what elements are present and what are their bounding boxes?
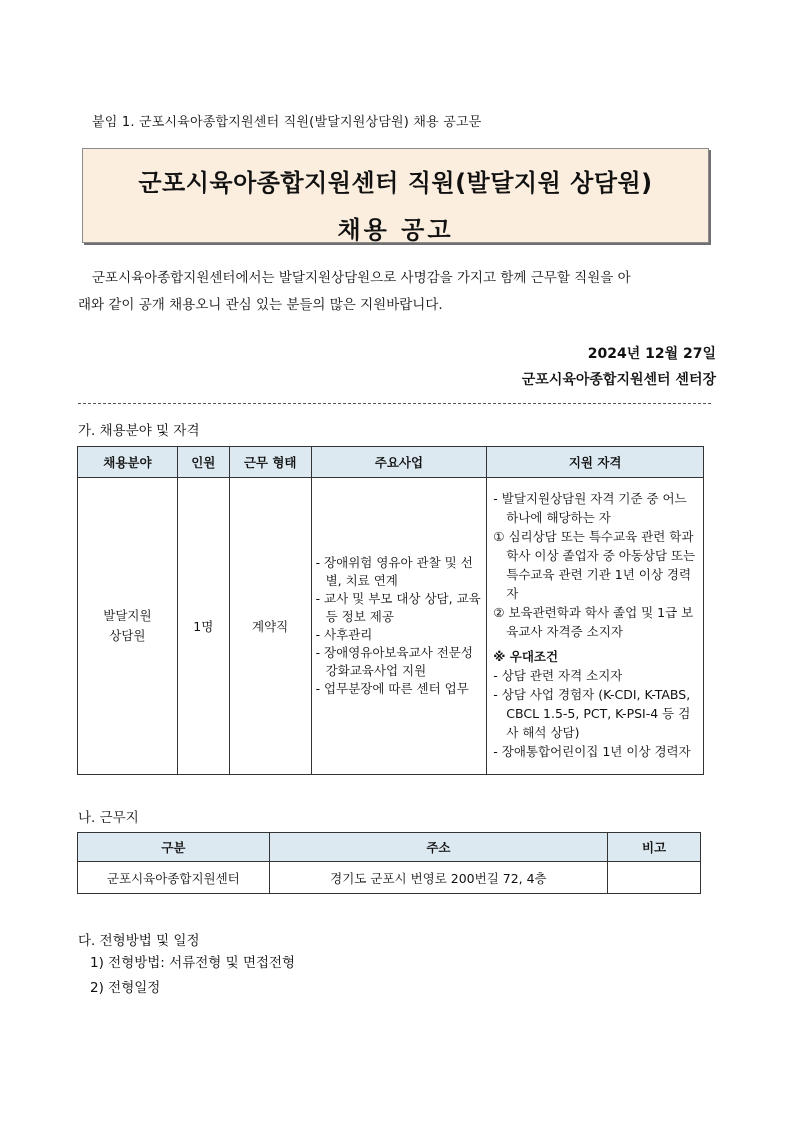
section-c-heading: 다. 전형방법 및 일정 xyxy=(78,933,200,949)
qualifications-cell xyxy=(487,478,704,775)
table-row xyxy=(78,862,701,894)
qualification-item: ① 심리상담 또는 특수교육 관련 학과 학사 이상 졸업자 중 아동상담 또는 특수교육 관련 기관 1년 이상 경력자 xyxy=(493,529,696,601)
divider xyxy=(78,403,711,404)
announcement-date: 2024년 12월 27일 xyxy=(587,346,716,362)
intro-line-1: 군포시육아종합지원센터에서는 발달지원상담원으로 사명감을 가지고 함께 근무할 직원을 아 xyxy=(92,270,631,286)
workplace-table xyxy=(77,832,701,894)
page-title: 군포시육아종합지원센터 직원(발달지원 상담원) xyxy=(138,169,653,197)
intro-line-2: 래와 같이 공개 채용오니 관심 있는 분들의 많은 지원바랍니다. xyxy=(78,297,443,313)
recruitment-table xyxy=(77,446,704,775)
workplace-name: 군포시육아종합지원센터 xyxy=(78,862,270,894)
intro-paragraph xyxy=(78,265,718,319)
header-qualifications: 지원 자격 xyxy=(487,447,704,478)
field-name-line-2: 상담원 xyxy=(109,628,146,643)
field-name-line-1: 발달지원 xyxy=(103,608,152,623)
header-field: 채용분야 xyxy=(78,447,178,478)
preferred-item: - 상담 사업 경험자 (K-CDI, K-TABS, CBCL 1.5-5, PCT, K-PSI-4 등 검사 해석 상담) xyxy=(493,687,691,740)
workplace-address: 경기도 군포시 번영로 200번길 72, 4층 xyxy=(269,862,607,894)
header-work-type: 근무 형태 xyxy=(229,447,311,478)
duty-item: - 장애영유아보육교사 전문성 강화교육사업 지원 xyxy=(315,645,473,678)
table-row xyxy=(78,478,704,775)
process-item: 1) 전형방법: 서류전형 및 면접전형 xyxy=(90,955,296,971)
sender: 군포시육아종합지원센터 센터장 xyxy=(521,372,716,388)
table-header-row xyxy=(78,833,701,862)
table-header-row xyxy=(78,447,704,478)
header-category: 구분 xyxy=(78,833,270,862)
section-a-heading: 가. 채용분야 및 자격 xyxy=(78,423,200,439)
header-address: 주소 xyxy=(269,833,607,862)
workplace-note xyxy=(608,862,701,894)
header-note: 비고 xyxy=(608,833,701,862)
field-cell xyxy=(78,478,178,775)
process-item: 2) 전형일정 xyxy=(90,980,161,996)
section-b-heading: 나. 근무지 xyxy=(78,810,139,826)
preferred-heading: ※ 우대조건 xyxy=(493,649,559,664)
count-cell: 1명 xyxy=(177,478,229,775)
duty-item: - 장애위험 영유아 관찰 및 선별, 치료 연계 xyxy=(315,555,473,588)
attachment-line: 붙임 1. 군포시육아종합지원센터 직원(발달지원상담원) 채용 공고문 xyxy=(92,115,482,130)
qualification-item: - 발달지원상담원 자격 기준 중 어느 하나에 해당하는 자 xyxy=(493,491,687,525)
preferred-item: - 상담 관련 자격 소지자 xyxy=(493,668,623,683)
duty-item: - 교사 및 부모 대상 상담, 교육 등 정보 제공 xyxy=(315,591,481,624)
page-subtitle: 채용 공고 xyxy=(337,216,454,244)
work-type-cell: 계약직 xyxy=(229,478,311,775)
duty-item: - 업무분장에 따른 센터 업무 xyxy=(315,681,469,696)
preferred-item: - 장애통합어린이집 1년 이상 경력자 xyxy=(493,744,691,759)
header-duties: 주요사업 xyxy=(311,447,487,478)
qualification-item: ② 보육관련학과 학사 졸업 및 1급 보육교사 자격증 소지자 xyxy=(493,605,694,639)
duties-cell xyxy=(311,478,487,775)
title-box xyxy=(82,148,709,243)
duty-item: - 사후관리 xyxy=(315,627,373,642)
header-count: 인원 xyxy=(177,447,229,478)
